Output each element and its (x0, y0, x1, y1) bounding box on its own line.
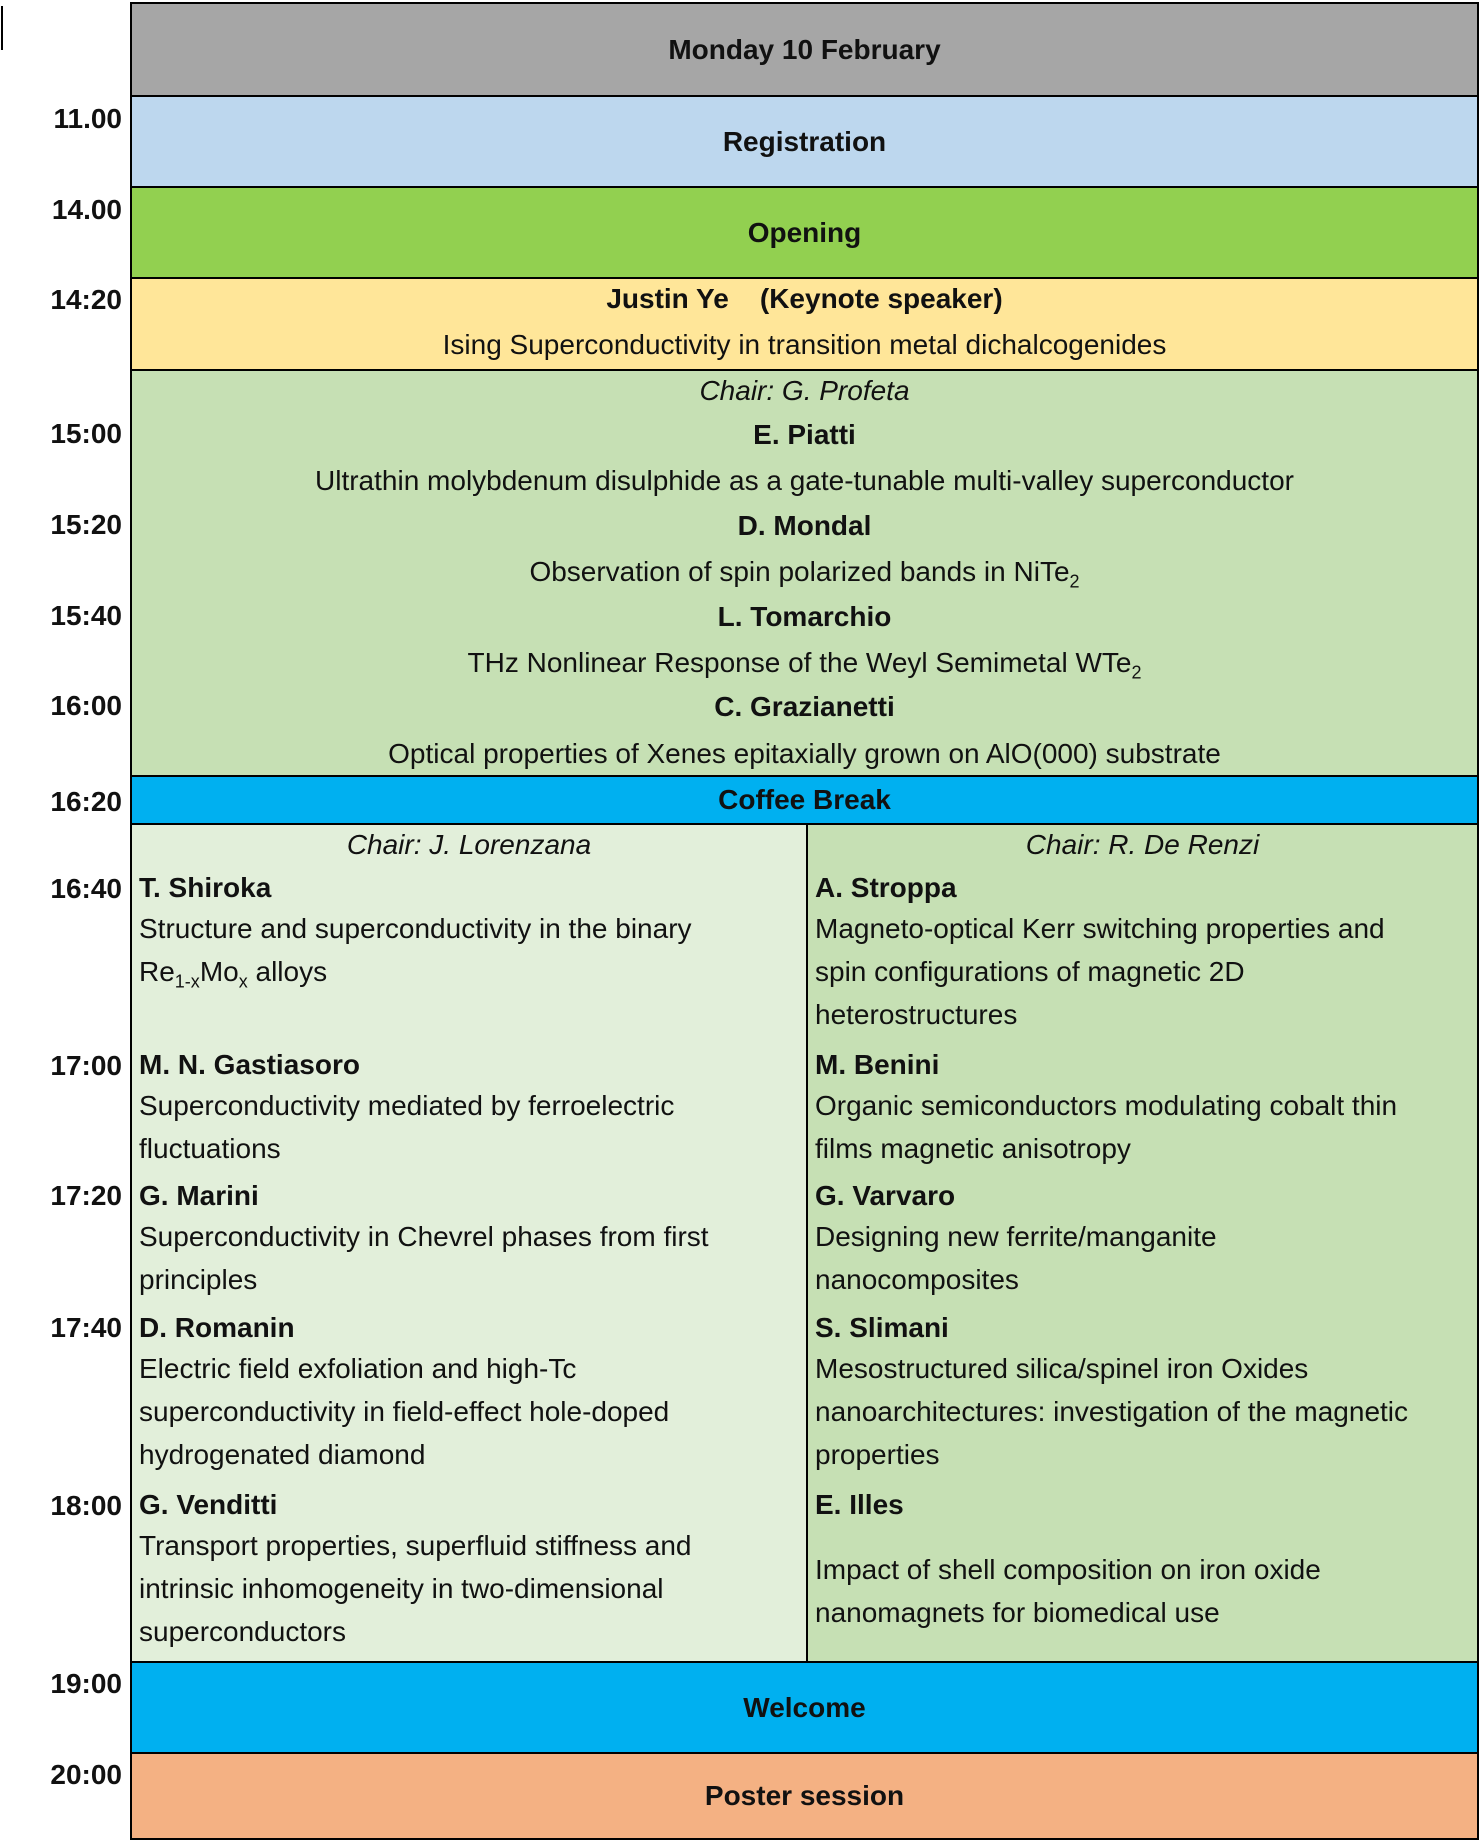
talk-speaker: M. Benini (815, 1049, 940, 1080)
talk-speaker: M. N. Gastiasoro (139, 1049, 360, 1080)
opening-row (130, 188, 1479, 279)
session-block (130, 371, 1479, 777)
talk (139, 1309, 800, 1476)
talk-title-line: nanocomposites (815, 1264, 1019, 1295)
talk-title-line: Organic semiconductors modulating cobalt thin (815, 1090, 1398, 1121)
talk-speaker: S. Slimani (815, 1312, 949, 1343)
talk (139, 1486, 800, 1653)
talk-speaker: T. Shiroka (139, 872, 272, 903)
talk (815, 1309, 1471, 1476)
time-label: 20:00 (50, 1759, 122, 1790)
talk-title-line: Superconductivity in Chevrel phases from first (139, 1221, 709, 1252)
time-column (0, 0, 130, 1843)
parallel-session-left (132, 825, 808, 1661)
talk-title-line: intrinsic inhomogeneity in two-dimensional (139, 1573, 664, 1604)
time-label: 15:40 (50, 600, 122, 631)
talk-title-line: fluctuations (139, 1133, 281, 1164)
time-label: 11.00 (53, 103, 122, 134)
talk (139, 1177, 800, 1301)
talk-speaker: C. Grazianetti (714, 691, 895, 722)
session-chair: Chair: R. De Renzi (1025, 829, 1260, 860)
talk-title-line: superconductivity in field-effect hole-doped (139, 1396, 670, 1427)
talk (139, 869, 800, 1004)
keynote-title: Ising Superconductivity in transition metal dichalcogenides (442, 329, 1167, 360)
talk (139, 1046, 800, 1170)
talk (815, 1177, 1471, 1301)
keynote-row (130, 279, 1479, 371)
talk-title-line: nanomagnets for biomedical use (815, 1597, 1220, 1628)
talk (815, 1486, 1471, 1634)
talk-title-line: Impact of shell composition on iron oxide (815, 1554, 1321, 1585)
welcome-row (130, 1663, 1479, 1754)
talk-title-line: heterostructures (815, 999, 1018, 1030)
time-label: 16:40 (50, 873, 122, 904)
talk-title-line: nanoarchitectures: investigation of the magnetic (815, 1396, 1409, 1427)
talk-title-line: Electric field exfoliation and high-Tc (139, 1353, 577, 1384)
time-label: 16:20 (50, 786, 122, 817)
parallel-session-right (808, 825, 1477, 1661)
talk-title-line: principles (139, 1264, 258, 1295)
talk-speaker: E. Illes (815, 1489, 904, 1520)
talk-title-line: Mesostructured silica/spinel iron Oxides (815, 1353, 1309, 1384)
day-title: Monday 10 February (668, 33, 941, 65)
registration-row (130, 97, 1479, 188)
time-label: 16:00 (50, 690, 122, 721)
time-label: 15:20 (50, 509, 122, 540)
schedule-grid (130, 2, 1479, 1840)
talk-speaker: G. Marini (139, 1180, 259, 1211)
talk-speaker: E. Piatti (753, 419, 856, 450)
talk-speaker: G. Varvaro (815, 1180, 956, 1211)
keynote-speaker: Justin Ye (606, 283, 729, 314)
talk-title-line: Transport properties, superfluid stiffness and (139, 1530, 692, 1561)
talk (815, 869, 1471, 1036)
welcome-label: Welcome (743, 1691, 866, 1723)
time-label: 14.00 (51, 194, 122, 225)
opening-label: Opening (747, 216, 862, 248)
poster-session-label: Poster session (704, 1780, 905, 1811)
talk-title-line: hydrogenated diamond (139, 1439, 426, 1470)
talk-title-line: spin configurations of magnetic 2D (815, 956, 1245, 987)
talk-title-line: properties (815, 1439, 940, 1470)
talk-title-line: Designing new ferrite/manganite (815, 1221, 1217, 1252)
talk-title-line: Superconductivity mediated by ferroelectric (139, 1090, 675, 1121)
registration-label: Registration (722, 125, 887, 157)
time-label: 14:20 (50, 284, 122, 315)
coffee-break-label: Coffee Break (718, 784, 891, 815)
time-label: 17:20 (50, 1180, 122, 1211)
talk-speaker: L. Tomarchio (717, 601, 892, 632)
talk-title-line: Magneto-optical Kerr switching properties and (815, 913, 1385, 944)
talk-title-line: Structure and superconductivity in the binary (139, 913, 692, 944)
keynote-speaker-line (132, 283, 1477, 315)
day-header (130, 2, 1479, 97)
poster-session-row (130, 1754, 1479, 1840)
talk-title-line: superconductors (139, 1616, 347, 1647)
keynote-role: (Keynote speaker) (759, 283, 1003, 314)
talk-speaker: D. Romanin (139, 1312, 295, 1343)
session-chair: Chair: J. Lorenzana (346, 829, 592, 860)
talk-title-line: $Re_{1-x}Mo_x$ alloys (139, 956, 328, 992)
talk-speaker: A. Stroppa (815, 872, 957, 903)
talk-speaker: G. Venditti (139, 1489, 278, 1520)
talk (815, 1046, 1471, 1170)
talk-title: Optical properties of Xenes epitaxially grown on AlO(000) substrate (388, 738, 1221, 769)
time-label: 15:00 (50, 418, 122, 449)
talk-title: THz Nonlinear Response of the Weyl Semimetal WTe$_2$ (467, 647, 1142, 683)
time-label: 17:00 (50, 1050, 122, 1081)
time-label: 19:00 (50, 1668, 122, 1699)
session-chair: Chair: G. Profeta (699, 375, 910, 406)
talk-title: Ultrathin molybdenum disulphide as a gate-tunable multi-valley superconductor (315, 465, 1294, 496)
talk-title: Observation of spin polarized bands in NiTe$_2$ (529, 556, 1080, 592)
time-label: 17:40 (50, 1312, 122, 1343)
parallel-sessions (130, 825, 1479, 1663)
coffee-break-row (130, 777, 1479, 825)
talk-title-line: films magnetic anisotropy (815, 1133, 1131, 1164)
talk-speaker: D. Mondal (737, 510, 872, 541)
time-label: 18:00 (50, 1490, 122, 1521)
